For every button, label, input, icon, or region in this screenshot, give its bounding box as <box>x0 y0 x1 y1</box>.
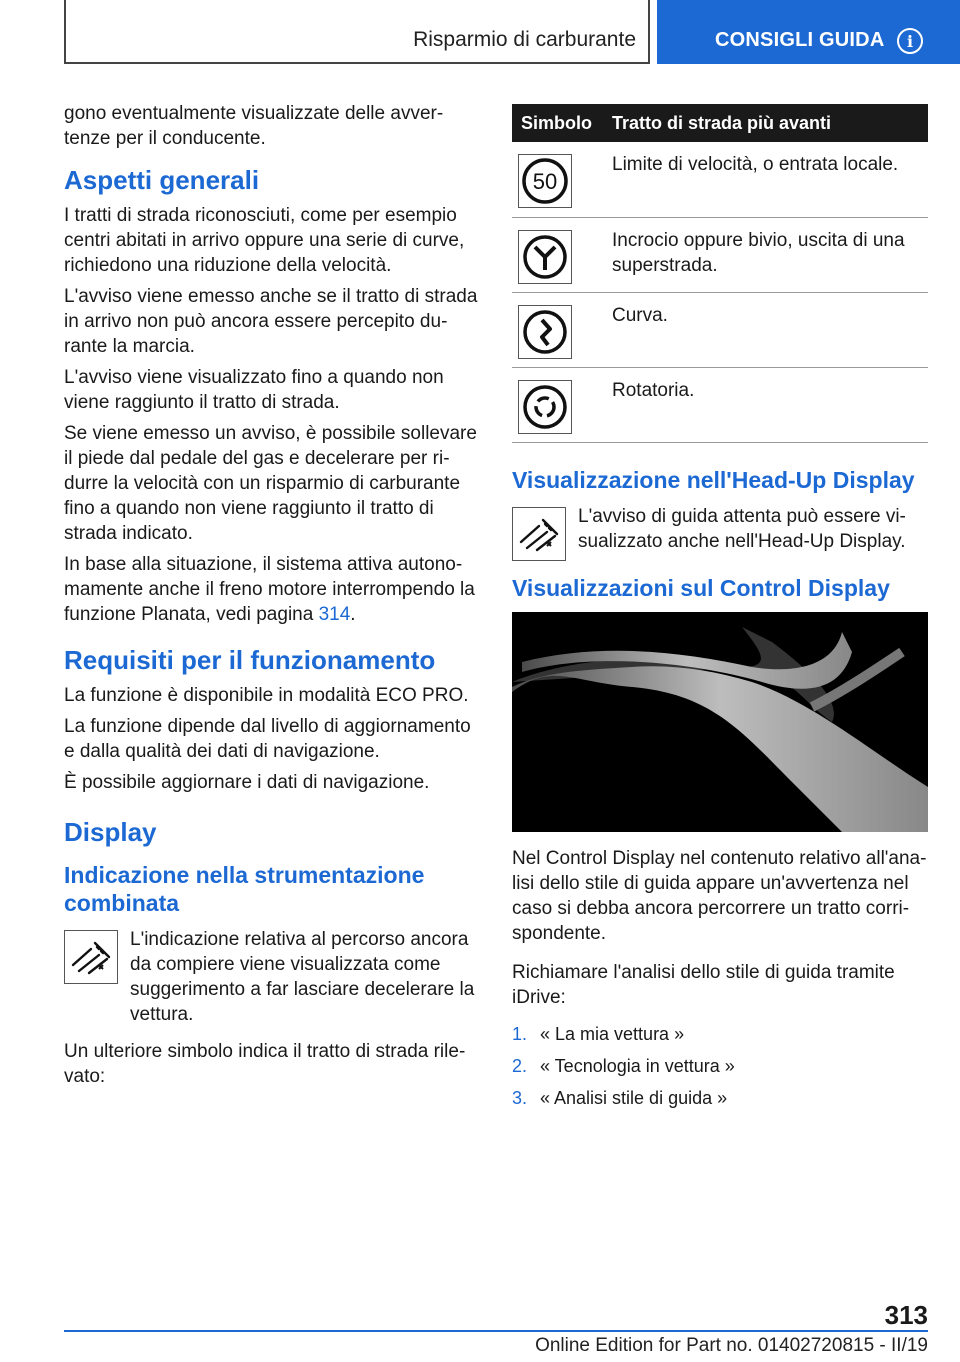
heading-head-up-display: Visualizzazione nell'Head-Up Display <box>512 467 915 493</box>
heading-display: Display <box>64 817 157 847</box>
table-row-text: Limite di velocità, o entrata locale. <box>612 142 928 217</box>
table-header-tratto: Tratto di strada più avanti <box>612 104 928 142</box>
table-row-text: Incrocio oppure bivio, uscita di una superstrada. <box>612 217 928 292</box>
extra-symbol-paragraph: Un ulteriore simbolo indica il tratto di strada rile-vato: <box>64 1041 466 1087</box>
table-header-row <box>512 104 928 142</box>
table-row-text: Curva. <box>612 292 928 367</box>
general-paragraph-2: L'avviso viene emesso anche se il tratto di strada in arrivo non può ancora essere percepito du-rante la marcia. <box>64 286 478 357</box>
requirement-paragraph-1: La funzione è disponibile in modalità ECO PRO. <box>64 685 469 706</box>
list-item: 3. « Analisi stile di guida » <box>512 1088 728 1108</box>
requirement-paragraph-2: La funzione dipende dal livello di aggiornamento e dalla qualità dei dati di navigazione. <box>64 716 471 762</box>
steps-list <box>512 1022 928 1110</box>
page-number: 313 <box>884 1300 928 1330</box>
intro-paragraph: gono eventualmente visualizzate delle avver-tenze per il conducente. <box>64 103 444 149</box>
info-circle-icon[interactable]: i <box>897 28 923 54</box>
road-warning-icon <box>64 930 118 984</box>
control-display-paragraph: Nel Control Display nel contenuto relativo all'ana-lisi dello stile di guida appare un'avvertenza nel caso si debba ancora percorrere un tratto corri-spondente. <box>512 848 927 944</box>
requirement-paragraph-3: È possibile aggiornare i dati di navigazione. <box>64 772 430 793</box>
hud-paragraph: L'avviso di guida attenta può essere vi-sualizzato anche nell'Head-Up Display. <box>578 506 906 552</box>
cluster-indicator-block <box>64 927 480 1027</box>
table-row <box>512 367 928 442</box>
header-section-title: Risparmio di carburante <box>413 28 636 51</box>
right-column <box>512 466 928 1118</box>
roundabout-icon <box>518 380 572 434</box>
left-column <box>64 101 480 1095</box>
table-header-simbolo: Simbolo <box>512 104 612 142</box>
page-link-314[interactable]: 314 <box>318 604 351 625</box>
footer-divider <box>64 1330 928 1332</box>
symbol-table <box>512 104 928 443</box>
header-tab-consigli-guida[interactable] <box>657 0 960 64</box>
general-paragraph-1: I tratti di strada riconosciuti, come per esempio centri abitati in arrivo oppure una serie di curve, richiedono una riduzione della velocità. <box>64 205 465 276</box>
list-item: 2. « Tecnologia in vettura » <box>512 1056 735 1076</box>
general-paragraph-5: In base alla situazione, il sistema attiva autono-mamente anche il freno motore interrompendo la funzione Planata, vedi pagina 314. <box>64 554 475 625</box>
call-paragraph: Richiamare l'analisi dello stile di guida tramite iDrive: <box>512 962 895 1008</box>
general-paragraph-4: Se viene emesso un avviso, è possibile sollevare il piede dal pedale del gas e decelerare per ri-durre la velocità con un risparmio di carburante fino a quando non viene raggiunto il tratto di strada indicato. <box>64 423 477 544</box>
svg-text:50: 50 <box>532 169 558 194</box>
junction-icon <box>518 230 572 284</box>
speed-limit-50-icon <box>518 154 572 208</box>
heading-requisiti: Requisiti per il funzionamento <box>64 645 436 675</box>
general-paragraph-3: L'avviso viene visualizzato fino a quando non viene raggiunto il tratto di strada. <box>64 367 444 413</box>
cluster-paragraph: L'indicazione relativa al percorso ancora da compiere viene visualizzata come suggerimento a far lasciare decelerare la vettura. <box>130 929 475 1025</box>
heading-control-display: Visualizzazioni sul Control Display <box>512 575 890 601</box>
table-row-text: Rotatoria. <box>612 367 928 442</box>
hud-indicator-block <box>512 504 928 554</box>
footer-edition: Online Edition for Part no. 01402720815 - II/19 <box>535 1335 928 1356</box>
heading-strumentazione-combinata: Indicazione nella strumentazione combinata <box>64 862 425 916</box>
table-row <box>512 142 928 217</box>
header-tab-label: CONSIGLI GUIDA <box>715 29 885 51</box>
heading-aspetti-generali: Aspetti generali <box>64 165 260 195</box>
table-row <box>512 292 928 367</box>
control-display-road-image <box>512 612 928 832</box>
table-row <box>512 217 928 292</box>
road-warning-icon <box>512 507 566 561</box>
list-item: 1. « La mia vettura » <box>512 1024 685 1044</box>
curve-icon <box>518 305 572 359</box>
header-section-box <box>64 0 650 64</box>
